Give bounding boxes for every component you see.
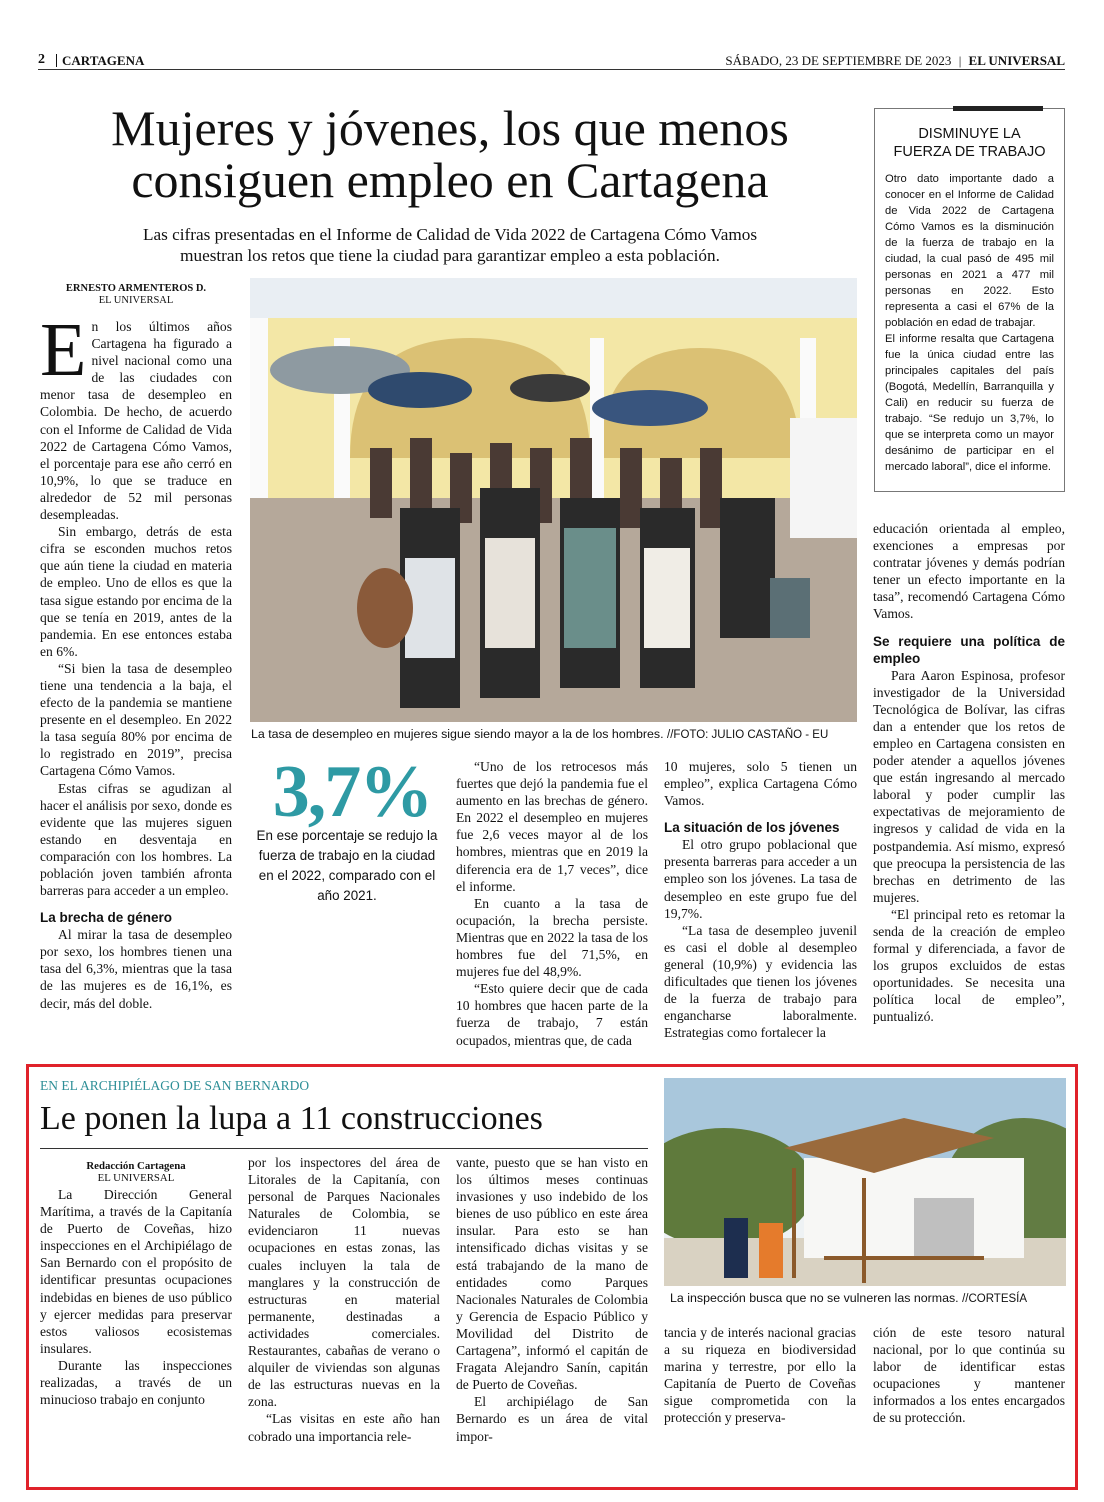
caption-text: La tasa de desempleo en mujeres sigue siendo mayor a la de los hombres. bbox=[251, 727, 664, 741]
header-date: SÁBADO, 23 DE SEPTIEMBRE DE 2023 bbox=[725, 53, 952, 68]
col5-paragraph: “El principal reto es retomar la senda de la creación de empleo formal y diferenciada, a favor de los grupos excluidos de estas oportunidades. Se necesita una política local de empleo”, puntualizó. bbox=[873, 906, 1065, 1025]
sidebar-accent-bar bbox=[953, 106, 1043, 111]
col1-paragraph: “Si bien la tasa de desempleo tiene una tendencia a la baja, el efecto de la pandemia se mantiene presente en el desempleo. En 2022 la tasa seguía 80% por encima de lo registrado en 2019”, precisa Cartagena Cómo Vamos. bbox=[40, 660, 232, 779]
sidebar-title-line-1: DISMINUYE LA bbox=[918, 126, 1021, 142]
second-col1-paragraph: La Dirección General Marítima, a través de la Capitanía de Puerto de Coveñas, hizo inspecciones en el Archipiélago de San Bernardo con el propósito de identificar presuntas ocupaciones indebidas en bienes de uso público y ejercer medidas para preservar estos valiosos ecosistemas insulares. bbox=[40, 1187, 232, 1356]
headline-line-1: Mujeres y jóvenes, los que menos bbox=[111, 100, 789, 156]
headline-line-2: consiguen empleo en Cartagena bbox=[131, 152, 769, 208]
main-photo-caption bbox=[251, 727, 861, 741]
second-col2-paragraph: “Las visitas en este año han cobrado una importancia rele- bbox=[248, 1411, 440, 1444]
sidebar-title bbox=[875, 125, 1064, 161]
sidebar-box bbox=[874, 108, 1065, 492]
second-caption-text: La inspección busca que no se vulneren las normas. bbox=[670, 1291, 959, 1305]
caption-credit: //FOTO: JULIO CASTAÑO - EU bbox=[667, 729, 829, 741]
col3-paragraph: “Esto quiere decir que de cada 10 hombres que hacen parte de la fuerza de trabajo, 7 están ocupados, mientras que, de cada bbox=[456, 981, 648, 1048]
second-headline-rule bbox=[40, 1148, 648, 1149]
subhead-line-1: Las cifras presentadas en el Informe de Calidad de Vida 2022 de Cartagena Cómo Vamos bbox=[142, 225, 758, 244]
col1-paragraph: Al mirar la tasa de desempleo por sexo, los hombres tienen una tasa del 6,3%, mientras que la tasa de las mujeres es de 16,1%, es decir, más del doble. bbox=[40, 927, 232, 1011]
page-header bbox=[38, 52, 1065, 70]
second-col-3 bbox=[456, 1154, 648, 1478]
main-byline bbox=[40, 283, 232, 307]
col4-paragraph: 10 mujeres, solo 5 tienen un empleo”, explica Cartagena Cómo Vamos. bbox=[664, 759, 857, 809]
col1-paragraph: Sin embargo, detrás de esta cifra se esconden muchos retos que aún tiene la ciudad en materia de empleo. Uno de ellos es que la tasa sigue estando por encima de la que se tenía en 2019, antes de la pandemia. En ese entonces estaba en 6%. bbox=[40, 524, 232, 659]
col4-paragraph: El otro grupo poblacional que presenta barreras para acceder a un empleo son los jóvenes. La tasa de desempleo en este grupo fue del 19,7%. bbox=[664, 837, 857, 921]
stat-text: En ese porcentaje se redujo la fuerza de trabajo en la ciudad en el 2022, comparado con el año 2021. bbox=[256, 828, 438, 903]
subhead-line-2: muestran los retos que tiene la ciudad para garantizar empleo a esta población. bbox=[180, 246, 720, 265]
header-right: SÁBADO, 23 DE SEPTIEMBRE DE 2023 | EL UNIVERSAL bbox=[725, 53, 1065, 68]
col3-paragraph: En cuanto a la tasa de ocupación, la brecha persiste. Mientras que en 2022 la tasa de los hombres fue del 71,5%, en mujeres fue del 48,9%. bbox=[456, 895, 648, 980]
stat-number: 3,7% bbox=[272, 751, 432, 833]
subhead-policy: Se requiere una política de empleo bbox=[873, 633, 1065, 666]
byline-outlet: EL UNIVERSAL bbox=[98, 295, 174, 306]
sidebar-body bbox=[875, 161, 1064, 475]
main-subhead bbox=[70, 224, 830, 266]
main-col-3 bbox=[456, 758, 648, 1050]
page-number: 2 bbox=[38, 52, 45, 67]
second-byline-outlet: EL UNIVERSAL bbox=[97, 1172, 175, 1184]
col1-paragraph: Estas cifras se agudizan al hacer el análisis por sexo, donde es evidente que las mujeres siguen estando en desventaja en comparación con los hombres. La población joven también afronta barreras para acceder a un empleo. bbox=[40, 780, 232, 899]
byline-name: ERNESTO ARMENTEROS D. bbox=[65, 283, 207, 294]
second-col4-paragraph: tancia y de interés nacional gracias a su riqueza en biodiversidad marina y terrestre, por ello la Capitanía de Puerto de Coveñas sigue comprometida con la protección y preserva- bbox=[664, 1325, 856, 1426]
main-col-4 bbox=[664, 758, 857, 1050]
second-photo bbox=[664, 1078, 1066, 1286]
sidebar-title-line-2: FUERZA DE TRABAJO bbox=[893, 144, 1046, 160]
main-headline bbox=[50, 102, 850, 206]
subhead-youth: La situación de los jóvenes bbox=[664, 820, 840, 836]
dropcap: E bbox=[40, 318, 87, 392]
second-col1-paragraph: Durante las inspecciones realizadas, a través de un minucioso trabajo en conjunto bbox=[40, 1357, 232, 1408]
second-caption-credit: //CORTESÍA bbox=[962, 1293, 1028, 1305]
crowd-photo-illustration bbox=[250, 278, 857, 722]
sidebar-paragraph-2: El informe resalta que Cartagena fue la única ciudad entre las principales capitales del país (Bogotá, Medellín, Barranquilla y Cali) en reducir su fuerza de trabajo. “Se redujo un 3,7%, lo que se interpreta como un mayor desánimo de participar en el mercado laboral”, dice el informe. bbox=[885, 333, 1054, 473]
second-col-1 bbox=[40, 1186, 232, 1478]
sidebar-paragraph-1: Otro dato importante dado a conocer en el Informe de Calidad de Vida 2022 de Cartagena Cómo Vamos es la disminución de la fuerza de trabajo en la ciudad, la cual pasó de 495 mil personas en 2021 a 477 mil personas en 2022. Esto representa a casi el 67% de la población en edad de trabajar. bbox=[885, 173, 1054, 329]
col1-paragraph: n los últimos años Cartagena ha figurado a nivel nacional como una de las ciudades con menor tasa de desempleo en Colombia. De hecho, de acuerdo con el Informe de Calidad de Vida 2022 de Cartagena Cómo Vamos, el porcentaje para ese año cerró en 10,9%, lo que se traduce en alrededor de 52 mil personas desempleadas. bbox=[40, 319, 232, 523]
second-byline bbox=[40, 1160, 232, 1184]
second-col-4 bbox=[664, 1324, 856, 1478]
header-paper: EL UNIVERSAL bbox=[968, 53, 1065, 68]
col4-paragraph: “La tasa de desempleo juvenil es casi el doble al desempleo general (10,9%) y evidencia las dificultades que tienen los jóvenes de la fuerza de trabajo para engancharse laboralmente. Estrategias como fortalecer la bbox=[664, 922, 857, 1041]
col3-paragraph: “Uno de los retrocesos más fuertes que dejó la pandemia fue el aumento en las brechas de género. En 2022 el desempleo en mujeres fue 2,6 veces mayor al de los hombres, mientras que en 2019 la diferencia era de 1,7 veces”, dice el informe. bbox=[456, 759, 648, 894]
second-byline-name: Redacción Cartagena bbox=[86, 1160, 186, 1172]
second-photo-caption bbox=[670, 1291, 1065, 1305]
main-photo bbox=[250, 278, 857, 722]
subhead-gender-gap: La brecha de género bbox=[40, 910, 173, 926]
second-col2-paragraph: por los inspectores del área de Litorales de la Capitanía, con personal de Parques Nacionales Naturales de Colombia, se evidenciaron 11 nuevas ocupaciones en estas zonas, las cuales incluyen la tala de manglares y la construcción de estructuras en material permanente, destinadas a actividades comerciales. Restaurantes, cabañas de verano o alquiler de viviendas son algunas de las estructuras nuevas en la zona. bbox=[248, 1155, 440, 1410]
second-col-5 bbox=[873, 1324, 1065, 1478]
col5-paragraph: Para Aaron Espinosa, profesor investigador de la Universidad Tecnológica de Bolívar, las cifras dan a entender que los retos de empleo en Cartagena consisten en poder atender a aquellos jóvenes que están ingresando al mercado laboral y poder cumplir las expectativas de mejoramiento de ingresos y calidad de vida en la postpandemia. Así mismo, expresó que preocupa la persistencia de las brechas en detrimento de las mujeres. bbox=[873, 667, 1065, 905]
section-label: CARTAGENA bbox=[62, 53, 145, 68]
second-col3-paragraph: El archipiélago de San Bernardo es un área de vital impor- bbox=[456, 1394, 648, 1444]
second-headline: Le ponen la lupa a 11 construcciones bbox=[40, 1100, 543, 1137]
second-col3-paragraph: vante, puesto que se han visto en los últimos meses continuas invasiones y uso indebido de los bienes de uso público en este área insular. Para esto se han intensificado dichas visitas y se está trabajando de la mano de entidades como Parques Nacionales Naturales de Colombia y Gerencia de Espacio Público y Movilidad del Distrito de Cartagena”, informó el capitán de Fragata Alejandro Sanín, capitán de Puerto de Coveñas. bbox=[456, 1155, 648, 1393]
main-col-5 bbox=[873, 520, 1065, 1050]
second-col-2 bbox=[248, 1154, 440, 1478]
second-col5-paragraph: ción de este tesoro natural nacional, por lo que continúa su labor de identificar estas ocupaciones y mantener informados a los entes encargados de su protección. bbox=[873, 1325, 1065, 1426]
construction-photo-illustration bbox=[664, 1078, 1066, 1286]
second-kicker: EN EL ARCHIPIÉLAGO DE SAN BERNARDO bbox=[40, 1078, 310, 1093]
header-divider bbox=[56, 54, 57, 67]
col5-paragraph: educación orientada al empleo, exenciones a empresas por contratar jóvenes y demás podrían tener un efecto importante en la tasa”, recomendó Cartagena Cómo Vamos. bbox=[873, 521, 1065, 622]
main-col-1 bbox=[40, 318, 232, 1048]
